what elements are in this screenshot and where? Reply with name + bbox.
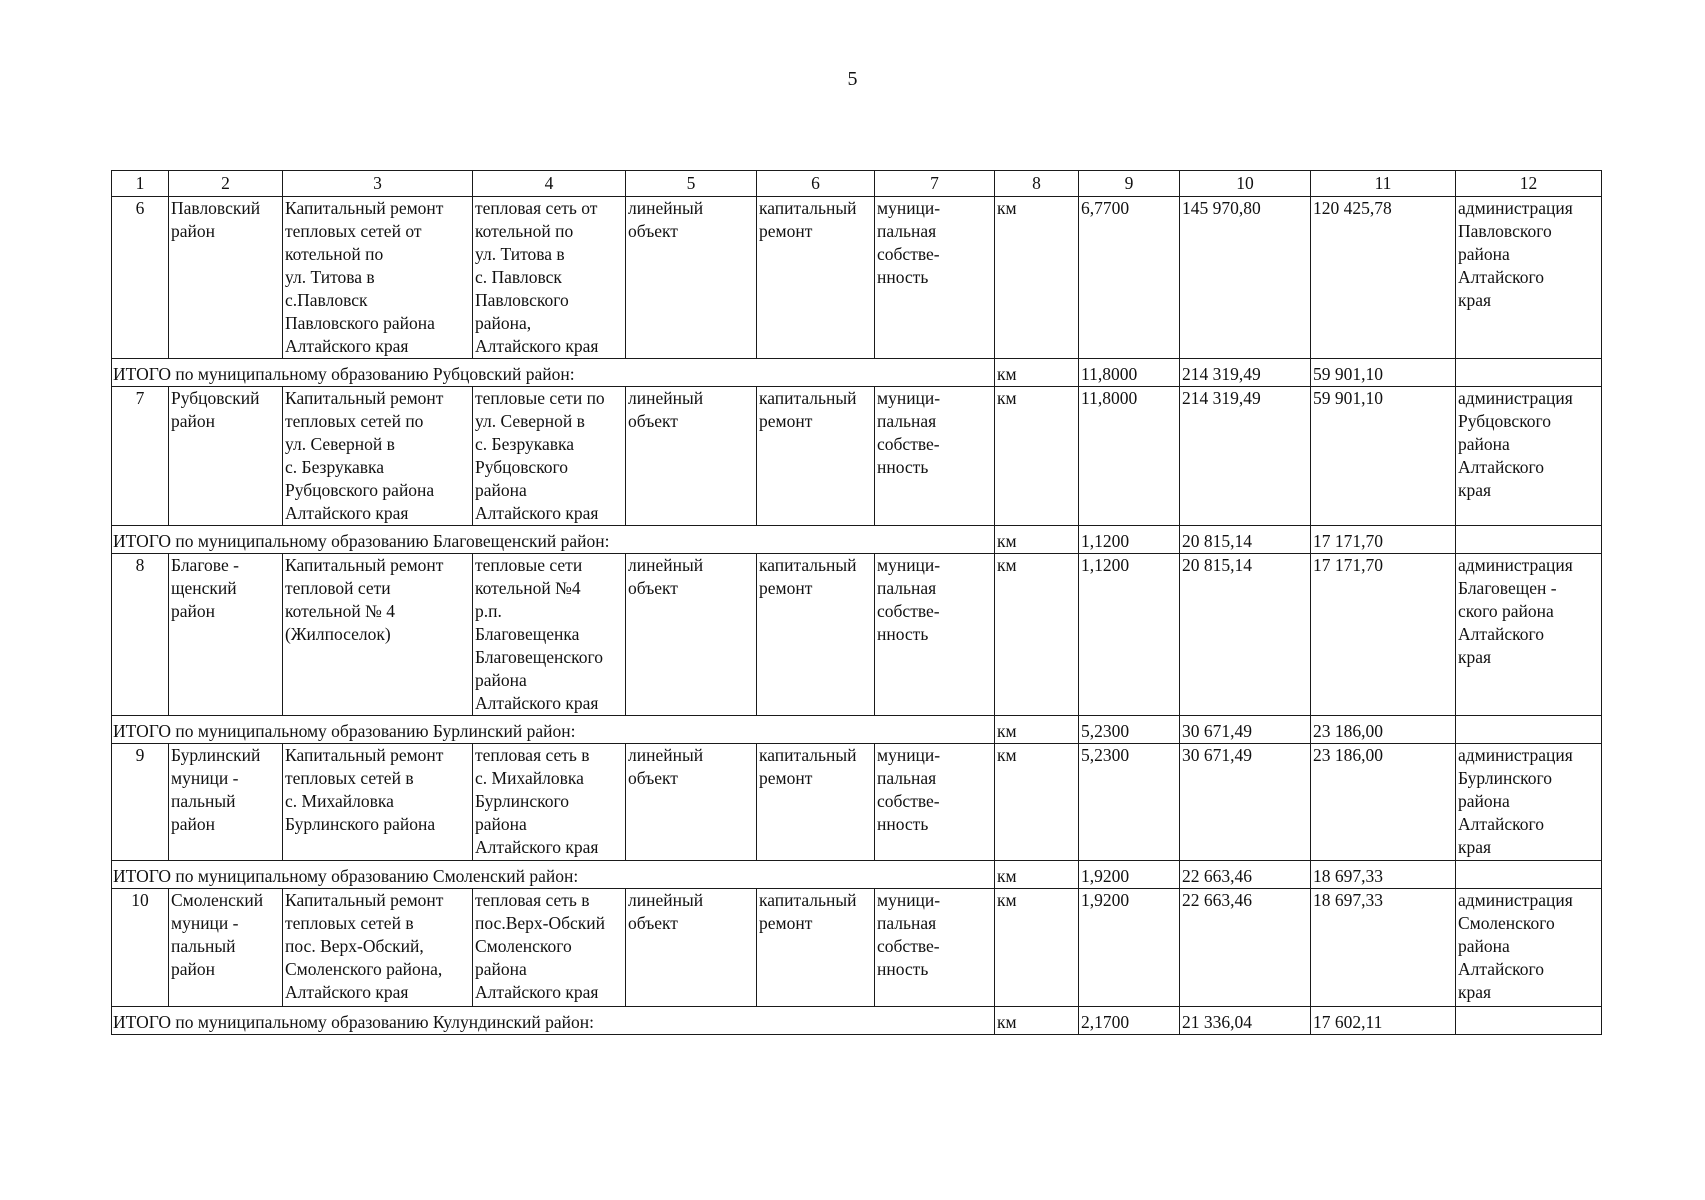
- total-cost-cell: 214 319,49: [1180, 387, 1311, 526]
- total-cost-cell: 22 663,46: [1180, 861, 1311, 889]
- unit-cell: км: [995, 387, 1079, 526]
- unit-cell: км: [995, 889, 1079, 1007]
- column-number: 6: [757, 171, 875, 197]
- unit-cell: км: [995, 554, 1079, 716]
- page-number: 5: [847, 68, 858, 90]
- amount-cell: 17 602,11: [1311, 1007, 1456, 1035]
- total-cost-cell: 145 970,80: [1180, 197, 1311, 359]
- district-cell: Благове - щенский район: [169, 554, 283, 716]
- ownership-cell: муници- пальная собстве- нность: [875, 197, 995, 359]
- empty-cell: [1456, 1007, 1602, 1035]
- unit-cell: км: [995, 526, 1079, 554]
- work-description-cell: Капитальный ремонт тепловых сетей от котельной по ул. Титова в с.Павловск Павловского района Алтайского края: [283, 197, 473, 359]
- subtotal-label: ИТОГО по муниципальному образованию Смоленский район:: [112, 861, 995, 889]
- length-cell: 1,9200: [1079, 889, 1180, 1007]
- column-number: 2: [169, 171, 283, 197]
- ownership-cell: муници- пальная собстве- нность: [875, 744, 995, 861]
- subtotal-label: ИТОГО по муниципальному образованию Благовещенский район:: [112, 526, 995, 554]
- object-type-cell: линейный объект: [626, 387, 757, 526]
- work-description-cell: Капитальный ремонт тепловых сетей в с. Михайловка Бурлинского района: [283, 744, 473, 861]
- object-cell: тепловые сети по ул. Северной в с. Безрукавка Рубцовского района Алтайского края: [473, 387, 626, 526]
- empty-cell: [1456, 359, 1602, 387]
- amount-cell: 17 171,70: [1311, 554, 1456, 716]
- length-cell: 1,9200: [1079, 861, 1180, 889]
- row-number: 10: [112, 889, 169, 1007]
- total-cost-cell: 21 336,04: [1180, 1007, 1311, 1035]
- total-cost-cell: 214 319,49: [1180, 359, 1311, 387]
- work-kind-cell: капитальный ремонт: [757, 387, 875, 526]
- work-description-cell: Капитальный ремонт тепловых сетей в пос. Верх-Обский, Смоленского района, Алтайского края: [283, 889, 473, 1007]
- column-number: 5: [626, 171, 757, 197]
- total-cost-cell: 20 815,14: [1180, 526, 1311, 554]
- object-cell: тепловая сеть в с. Михайловка Бурлинского района Алтайского края: [473, 744, 626, 861]
- ownership-cell: муници- пальная собстве- нность: [875, 387, 995, 526]
- column-number: 1: [112, 171, 169, 197]
- table-row: [112, 889, 1602, 1007]
- object-cell: тепловая сеть в пос.Верх-Обский Смоленского района Алтайского края: [473, 889, 626, 1007]
- unit-cell: км: [995, 197, 1079, 359]
- unit-cell: км: [995, 1007, 1079, 1035]
- amount-cell: 18 697,33: [1311, 889, 1456, 1007]
- column-number: 3: [283, 171, 473, 197]
- district-cell: Рубцовский район: [169, 387, 283, 526]
- total-cost-cell: 30 671,49: [1180, 744, 1311, 861]
- unit-cell: км: [995, 716, 1079, 744]
- length-cell: 2,1700: [1079, 1007, 1180, 1035]
- object-type-cell: линейный объект: [626, 889, 757, 1007]
- work-description-cell: Капитальный ремонт тепловой сети котельной № 4 (Жилпоселок): [283, 554, 473, 716]
- subtotal-label: ИТОГО по муниципальному образованию Кулундинский район:: [112, 1007, 995, 1035]
- work-kind-cell: капитальный ремонт: [757, 554, 875, 716]
- row-number: 7: [112, 387, 169, 526]
- column-number: 4: [473, 171, 626, 197]
- table-body: [112, 171, 1602, 1035]
- total-cost-cell: 20 815,14: [1180, 554, 1311, 716]
- empty-cell: [1456, 716, 1602, 744]
- total-cost-cell: 30 671,49: [1180, 716, 1311, 744]
- row-number: 8: [112, 554, 169, 716]
- length-cell: 1,1200: [1079, 526, 1180, 554]
- table-row: [112, 554, 1602, 716]
- subtotal-row: [112, 716, 1602, 744]
- object-type-cell: линейный объект: [626, 197, 757, 359]
- length-cell: 11,8000: [1079, 387, 1180, 526]
- responsible-cell: администрация Бурлинского района Алтайского края: [1456, 744, 1602, 861]
- amount-cell: 23 186,00: [1311, 744, 1456, 861]
- length-cell: 5,2300: [1079, 744, 1180, 861]
- total-cost-cell: 22 663,46: [1180, 889, 1311, 1007]
- work-description-cell: Капитальный ремонт тепловых сетей по ул. Северной в с. Безрукавка Рубцовского района Алтайского края: [283, 387, 473, 526]
- work-kind-cell: капитальный ремонт: [757, 889, 875, 1007]
- unit-cell: км: [995, 359, 1079, 387]
- subtotal-row: [112, 1007, 1602, 1035]
- amount-cell: 17 171,70: [1311, 526, 1456, 554]
- object-type-cell: линейный объект: [626, 554, 757, 716]
- length-cell: 1,1200: [1079, 554, 1180, 716]
- work-kind-cell: капитальный ремонт: [757, 197, 875, 359]
- column-number: 10: [1180, 171, 1311, 197]
- table-row: [112, 387, 1602, 526]
- ownership-cell: муници- пальная собстве- нность: [875, 889, 995, 1007]
- district-cell: Бурлинский муници - пальный район: [169, 744, 283, 861]
- column-number: 9: [1079, 171, 1180, 197]
- responsible-cell: администрация Благовещен - ского района Алтайского края: [1456, 554, 1602, 716]
- unit-cell: км: [995, 744, 1079, 861]
- subtotal-row: [112, 526, 1602, 554]
- ownership-cell: муници- пальная собстве- нность: [875, 554, 995, 716]
- amount-cell: 120 425,78: [1311, 197, 1456, 359]
- object-type-cell: линейный объект: [626, 744, 757, 861]
- column-number: 12: [1456, 171, 1602, 197]
- table-row: [112, 197, 1602, 359]
- amount-cell: 59 901,10: [1311, 387, 1456, 526]
- work-kind-cell: капитальный ремонт: [757, 744, 875, 861]
- column-number: 8: [995, 171, 1079, 197]
- amount-cell: 18 697,33: [1311, 861, 1456, 889]
- subtotal-row: [112, 359, 1602, 387]
- amount-cell: 59 901,10: [1311, 359, 1456, 387]
- row-number: 9: [112, 744, 169, 861]
- responsible-cell: администрация Рубцовского района Алтайского края: [1456, 387, 1602, 526]
- column-number-row: [112, 171, 1602, 197]
- district-cell: Павловский район: [169, 197, 283, 359]
- object-cell: тепловая сеть от котельной по ул. Титова в с. Павловск Павловского района, Алтайского края: [473, 197, 626, 359]
- length-cell: 6,7700: [1079, 197, 1180, 359]
- unit-cell: км: [995, 861, 1079, 889]
- district-cell: Смоленский муници - пальный район: [169, 889, 283, 1007]
- program-table: [111, 170, 1602, 1035]
- responsible-cell: администрация Павловского района Алтайского края: [1456, 197, 1602, 359]
- subtotal-label: ИТОГО по муниципальному образованию Рубцовский район:: [112, 359, 995, 387]
- length-cell: 11,8000: [1079, 359, 1180, 387]
- responsible-cell: администрация Смоленского района Алтайского края: [1456, 889, 1602, 1007]
- row-number: 6: [112, 197, 169, 359]
- object-cell: тепловые сети котельной №4 р.п. Благовещенка Благовещенского района Алтайского края: [473, 554, 626, 716]
- empty-cell: [1456, 861, 1602, 889]
- empty-cell: [1456, 526, 1602, 554]
- amount-cell: 23 186,00: [1311, 716, 1456, 744]
- subtotal-row: [112, 861, 1602, 889]
- column-number: 11: [1311, 171, 1456, 197]
- column-number: 7: [875, 171, 995, 197]
- length-cell: 5,2300: [1079, 716, 1180, 744]
- subtotal-label: ИТОГО по муниципальному образованию Бурлинский район:: [112, 716, 995, 744]
- table-row: [112, 744, 1602, 861]
